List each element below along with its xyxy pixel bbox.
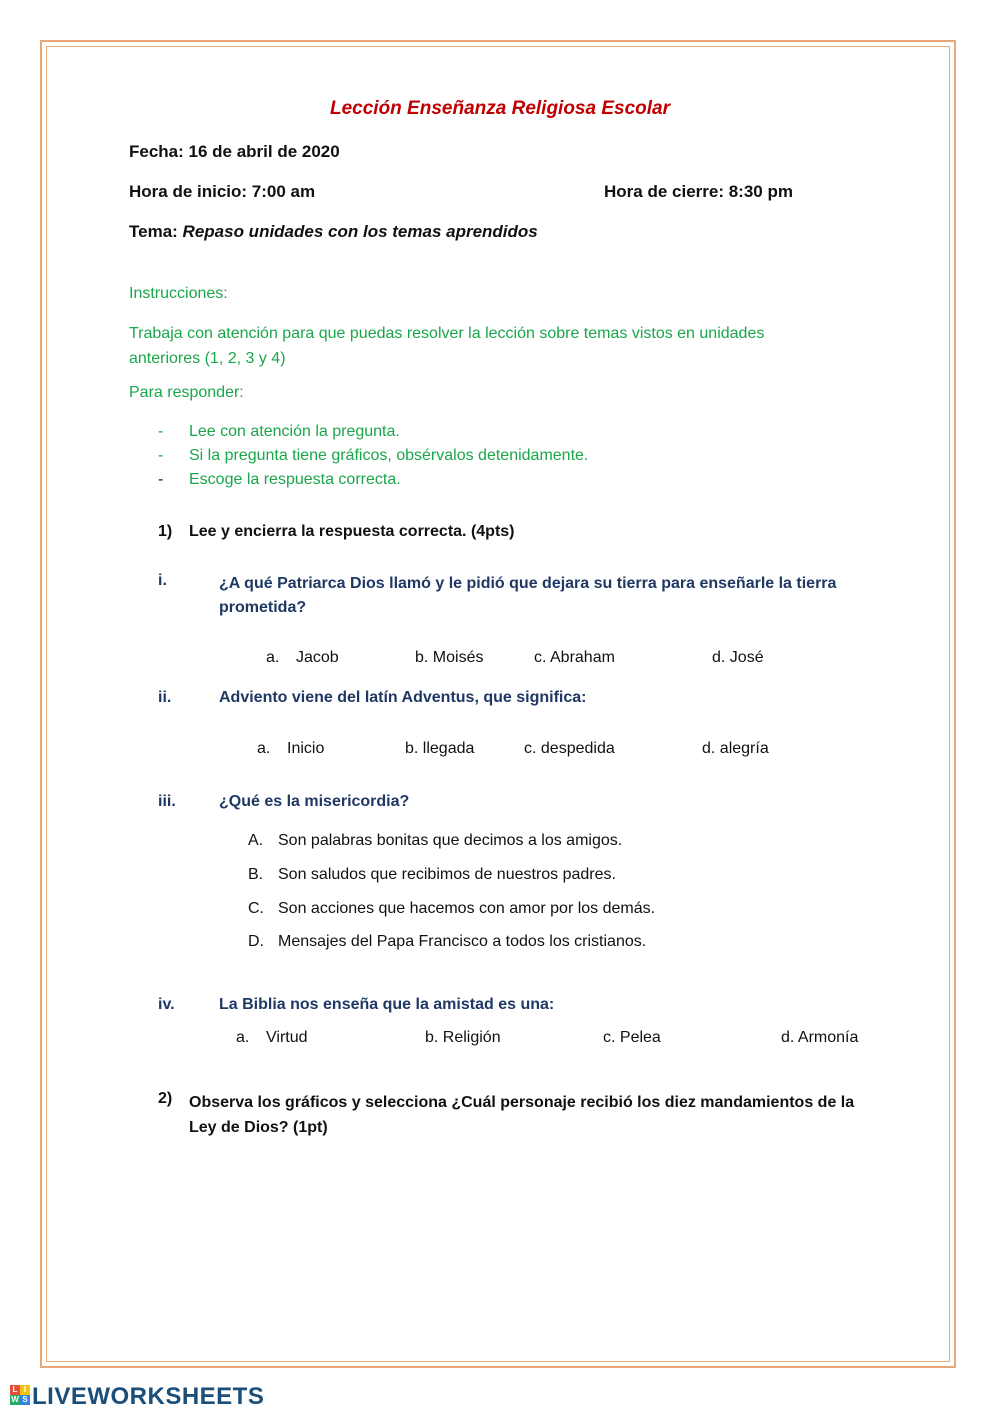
option-letter: a. xyxy=(257,740,271,757)
logo-letter: L xyxy=(10,1385,20,1395)
question-number: i. xyxy=(158,572,167,589)
topic-line xyxy=(129,222,538,242)
instructions-text: Trabaja con atención para que puedas resolver la lección sobre temas vistos en unidades anteriores (1, 2, 3 y 4) xyxy=(129,325,765,367)
option-c[interactable]: c. Pelea xyxy=(603,1029,661,1046)
section2-text: Observa los gráficos y selecciona ¿Cuál personaje recibió los diez mandamientos de la Ley de Dios? (1pt) xyxy=(189,1094,855,1136)
option-letter: a. xyxy=(236,1029,250,1046)
logo-mark-icon xyxy=(10,1385,30,1405)
logo-letter: I xyxy=(20,1385,30,1395)
bullet-dash: - xyxy=(158,423,164,440)
option-b[interactable]: b. Religión xyxy=(425,1029,501,1046)
bullet-item: Escoge la respuesta correcta. xyxy=(189,471,401,488)
respond-label: Para responder: xyxy=(129,384,244,401)
section2-number: 2) xyxy=(158,1090,173,1107)
option-b[interactable]: b. Moisés xyxy=(415,649,484,666)
option-letter: D. xyxy=(248,933,264,950)
end-time: Hora de cierre: 8:30 pm xyxy=(604,182,793,201)
logo-letter: S xyxy=(20,1395,30,1405)
question-text: Adviento viene del latín Adventus, que significa: xyxy=(219,689,587,706)
option-c[interactable]: Son acciones que hacemos con amor por los demás. xyxy=(278,900,656,917)
option-d[interactable]: d. José xyxy=(712,649,764,666)
bullet-dash: - xyxy=(158,471,164,488)
option-a[interactable]: Virtud xyxy=(266,1029,308,1046)
option-d[interactable]: d. alegría xyxy=(702,740,769,757)
section1-number: 1) xyxy=(158,523,173,540)
topic-value: Repaso unidades con los temas aprendidos xyxy=(182,222,538,241)
question-text: La Biblia nos enseña que la amistad es una: xyxy=(219,996,555,1013)
bullet-dash: - xyxy=(158,447,164,464)
option-letter: A. xyxy=(248,832,264,849)
section1-text: Lee y encierra la respuesta correcta. (4pts) xyxy=(189,523,515,540)
worksheet-title: Lección Enseñanza Religiosa Escolar xyxy=(329,98,670,119)
option-letter: C. xyxy=(248,900,264,917)
option-d[interactable]: d. Armonía xyxy=(781,1029,859,1046)
question-text: ¿A qué Patriarca Dios llamó y le pidió que dejara su tierra para enseñarle la tierra prometida? xyxy=(219,575,837,616)
option-a[interactable]: Jacob xyxy=(296,649,339,666)
question-text: ¿Qué es la misericordia? xyxy=(219,793,410,810)
bullet-item: Lee con atención la pregunta. xyxy=(189,423,400,440)
option-letter: B. xyxy=(248,866,264,883)
option-c[interactable]: c. Abraham xyxy=(534,649,615,666)
option-letter: a. xyxy=(266,649,280,666)
start-time: Hora de inicio: 7:00 am xyxy=(129,182,316,201)
question-number: iii. xyxy=(158,793,176,810)
option-c[interactable]: c. despedida xyxy=(524,740,615,757)
topic-label: Tema: xyxy=(129,222,178,241)
option-a[interactable]: Son palabras bonitas que decimos a los amigos. xyxy=(278,832,623,849)
option-b[interactable]: Son saludos que recibimos de nuestros padres. xyxy=(278,866,616,883)
date-line: Fecha: 16 de abril de 2020 xyxy=(129,142,340,161)
option-b[interactable]: b. llegada xyxy=(405,740,475,757)
option-a[interactable]: Inicio xyxy=(287,740,325,757)
option-d[interactable]: Mensajes del Papa Francisco a todos los cristianos. xyxy=(278,933,647,950)
bullet-item: Si la pregunta tiene gráficos, obsérvalos detenidamente. xyxy=(189,447,589,464)
question-number: ii. xyxy=(158,689,172,706)
logo-letter: W xyxy=(11,1395,19,1404)
instructions-heading: Instrucciones: xyxy=(129,285,228,302)
question-number: iv. xyxy=(158,996,175,1013)
logo-text: LIVEWORKSHEETS xyxy=(32,1383,265,1410)
